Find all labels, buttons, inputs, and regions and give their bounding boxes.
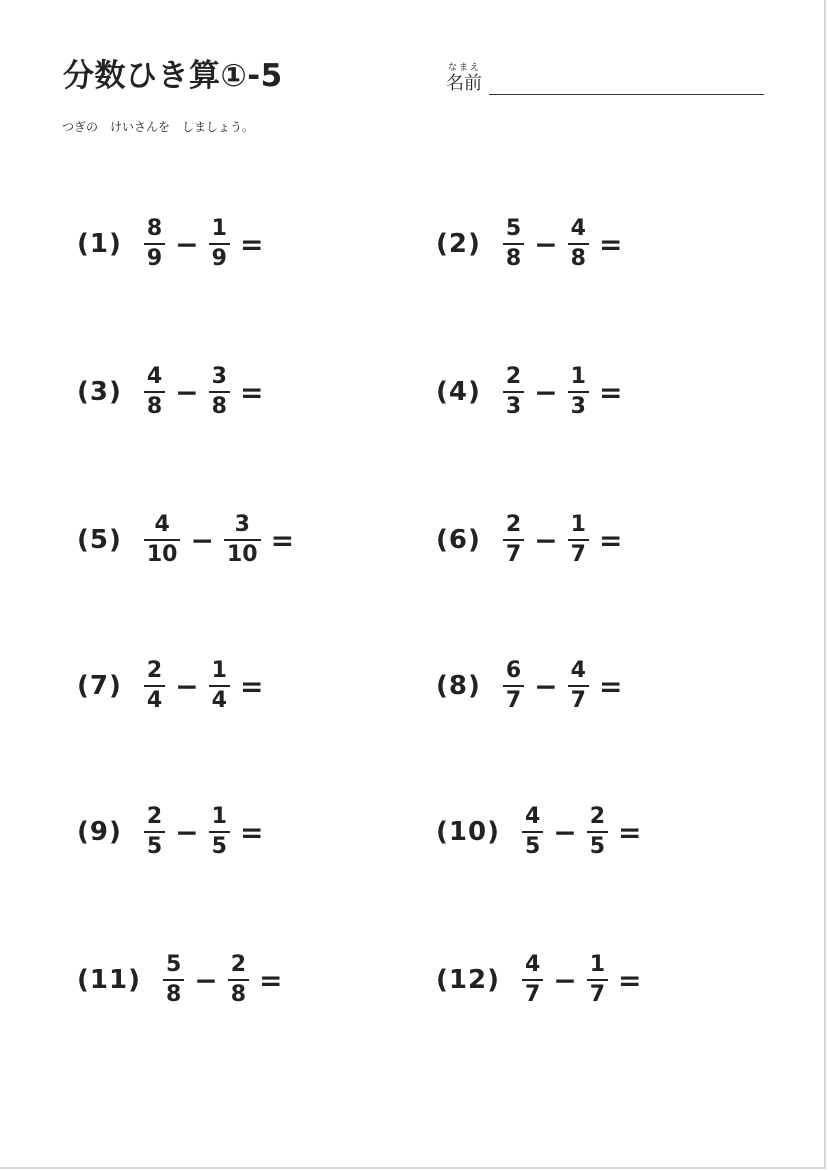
denominator: 7 xyxy=(505,542,522,567)
denominator: 8 xyxy=(165,982,182,1007)
numerator: 3 xyxy=(234,512,250,537)
fraction xyxy=(163,953,184,1007)
fraction xyxy=(503,659,524,713)
equals-sign: = xyxy=(598,669,623,703)
denominator: 5 xyxy=(146,834,163,859)
numerator: 1 xyxy=(211,216,227,241)
equals-sign: = xyxy=(239,815,264,849)
numerator: 6 xyxy=(505,658,522,683)
minus-sign: − xyxy=(553,963,577,997)
fraction-bar xyxy=(568,243,589,245)
problem-item xyxy=(77,802,273,862)
fraction xyxy=(144,805,165,859)
denominator: 3 xyxy=(570,394,586,419)
fraction xyxy=(144,513,181,567)
equals-sign: = xyxy=(259,963,283,997)
fraction-bar xyxy=(568,539,589,541)
fraction-bar xyxy=(144,391,165,393)
fraction xyxy=(568,365,589,419)
problem-item xyxy=(436,214,632,274)
fraction-bar xyxy=(503,539,524,541)
denominator: 3 xyxy=(505,394,522,419)
fraction-bar xyxy=(209,831,230,833)
problem-item xyxy=(77,214,273,274)
problem-number: (12) xyxy=(436,965,500,995)
numerator: 4 xyxy=(570,216,586,241)
fraction-bar xyxy=(587,979,608,981)
name-write-line[interactable] xyxy=(489,94,764,95)
denominator: 10 xyxy=(146,542,178,567)
fraction xyxy=(503,365,524,419)
denominator: 7 xyxy=(524,982,541,1007)
numerator: 2 xyxy=(589,804,606,829)
problem-item xyxy=(77,362,273,422)
fraction-bar xyxy=(568,391,589,393)
problem-number: (4) xyxy=(436,377,481,407)
fraction xyxy=(503,217,524,271)
equals-sign: = xyxy=(239,669,264,703)
fraction-bar xyxy=(144,243,165,245)
problem-number: (3) xyxy=(77,377,122,407)
denominator: 10 xyxy=(226,542,258,567)
fraction-bar xyxy=(163,979,184,981)
denominator: 8 xyxy=(505,246,522,271)
fraction xyxy=(568,217,589,271)
numerator: 2 xyxy=(505,512,522,537)
fraction xyxy=(224,513,261,567)
denominator: 8 xyxy=(230,982,247,1007)
fraction xyxy=(144,659,165,713)
denominator: 4 xyxy=(146,688,163,713)
numerator: 2 xyxy=(146,658,163,683)
numerator: 5 xyxy=(505,216,522,241)
minus-sign: − xyxy=(534,669,558,703)
equals-sign: = xyxy=(239,227,264,261)
equals-sign: = xyxy=(598,227,623,261)
fraction-bar xyxy=(144,539,181,541)
problem-number: (8) xyxy=(436,671,481,701)
problem-item xyxy=(77,656,273,716)
minus-sign: − xyxy=(190,523,214,557)
problem-number: (2) xyxy=(436,229,481,259)
numerator: 5 xyxy=(165,952,182,977)
fraction-bar xyxy=(209,243,230,245)
minus-sign: − xyxy=(175,669,199,703)
numerator: 1 xyxy=(589,952,606,977)
numerator: 3 xyxy=(211,364,227,389)
fraction xyxy=(209,659,230,713)
fraction-bar xyxy=(503,685,524,687)
fraction-bar xyxy=(144,831,165,833)
fraction-bar xyxy=(587,831,608,833)
problem-number: (6) xyxy=(436,525,481,555)
problem-item xyxy=(77,510,304,570)
equals-sign: = xyxy=(270,523,295,557)
name-label: 名前 xyxy=(446,73,482,94)
fraction xyxy=(587,805,608,859)
problem-item xyxy=(436,510,632,570)
fraction xyxy=(522,805,543,859)
minus-sign: − xyxy=(175,227,199,261)
denominator: 9 xyxy=(211,246,227,271)
minus-sign: − xyxy=(194,963,218,997)
denominator: 7 xyxy=(570,542,586,567)
denominator: 5 xyxy=(524,834,541,859)
denominator: 5 xyxy=(211,834,227,859)
problem-number: (10) xyxy=(436,817,500,847)
fraction xyxy=(144,217,165,271)
problem-item xyxy=(77,950,293,1010)
fraction xyxy=(568,659,589,713)
minus-sign: − xyxy=(534,523,558,557)
fraction-bar xyxy=(522,831,543,833)
fraction xyxy=(144,365,165,419)
fraction xyxy=(522,953,543,1007)
denominator: 4 xyxy=(211,688,227,713)
fraction-bar xyxy=(144,685,165,687)
fraction-bar xyxy=(522,979,543,981)
minus-sign: − xyxy=(534,375,558,409)
fraction-bar xyxy=(228,979,249,981)
fraction-bar xyxy=(503,391,524,393)
numerator: 4 xyxy=(570,658,586,683)
problem-number: (11) xyxy=(77,965,141,995)
problem-item xyxy=(436,802,652,862)
fraction-bar xyxy=(224,539,261,541)
equals-sign: = xyxy=(618,815,642,849)
instruction-text: つぎの けいさんを しましょう。 xyxy=(62,120,255,134)
numerator: 4 xyxy=(154,512,170,537)
denominator: 5 xyxy=(589,834,606,859)
numerator: 2 xyxy=(505,364,522,389)
fraction-bar xyxy=(503,243,524,245)
fraction-bar xyxy=(209,391,230,393)
problem-number: (9) xyxy=(77,817,122,847)
numerator: 2 xyxy=(146,804,163,829)
problem-number: (7) xyxy=(77,671,122,701)
equals-sign: = xyxy=(598,375,623,409)
denominator: 7 xyxy=(570,688,586,713)
minus-sign: − xyxy=(175,375,199,409)
equals-sign: = xyxy=(598,523,623,557)
denominator: 8 xyxy=(570,246,586,271)
numerator: 2 xyxy=(230,952,247,977)
equals-sign: = xyxy=(618,963,642,997)
minus-sign: − xyxy=(553,815,577,849)
numerator: 1 xyxy=(570,512,586,537)
numerator: 4 xyxy=(524,952,541,977)
denominator: 9 xyxy=(146,246,163,271)
denominator: 7 xyxy=(505,688,522,713)
minus-sign: − xyxy=(175,815,199,849)
fraction xyxy=(228,953,249,1007)
fraction xyxy=(209,805,230,859)
problem-item xyxy=(436,950,652,1010)
worksheet-title: 分数ひき算①-5 xyxy=(63,58,283,94)
fraction xyxy=(587,953,608,1007)
numerator: 4 xyxy=(524,804,541,829)
numerator: 1 xyxy=(211,804,227,829)
name-ruby: なまえ xyxy=(448,63,482,73)
numerator: 4 xyxy=(146,364,163,389)
numerator: 1 xyxy=(211,658,227,683)
fraction-bar xyxy=(568,685,589,687)
fraction xyxy=(568,513,589,567)
problem-item xyxy=(436,362,632,422)
fraction-bar xyxy=(209,685,230,687)
fraction xyxy=(503,513,524,567)
problem-number: (5) xyxy=(77,525,122,555)
denominator: 8 xyxy=(146,394,163,419)
minus-sign: − xyxy=(534,227,558,261)
fraction xyxy=(209,365,230,419)
problem-item xyxy=(436,656,632,716)
fraction xyxy=(209,217,230,271)
numerator: 8 xyxy=(146,216,163,241)
equals-sign: = xyxy=(239,375,264,409)
numerator: 1 xyxy=(570,364,586,389)
denominator: 8 xyxy=(211,394,227,419)
problem-number: (1) xyxy=(77,229,122,259)
denominator: 7 xyxy=(589,982,606,1007)
